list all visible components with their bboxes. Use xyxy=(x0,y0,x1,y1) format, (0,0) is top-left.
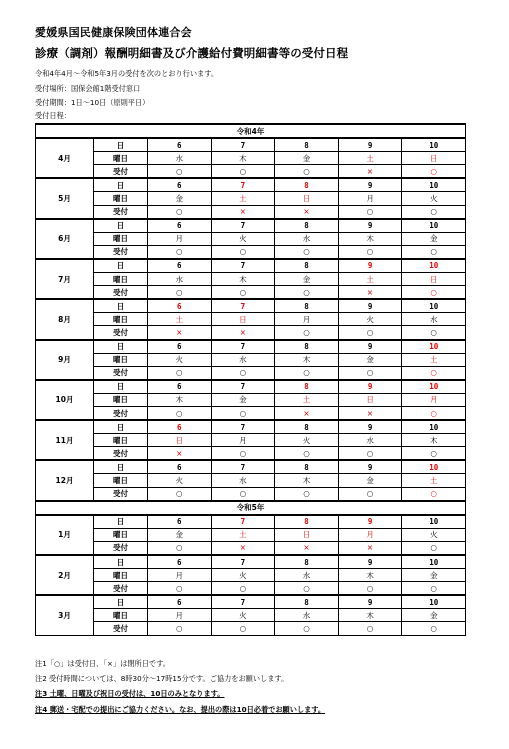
month-label: 11月 xyxy=(36,420,94,460)
weekday-cell: 火 xyxy=(338,313,402,326)
table-row xyxy=(36,595,466,609)
row-label: 曜日 xyxy=(94,528,148,541)
day-cell: 7 xyxy=(211,299,275,313)
day-cell: 6 xyxy=(148,460,212,474)
accept-cell: × xyxy=(275,406,339,420)
weekday-cell: 日 xyxy=(275,192,339,205)
day-cell: 9 xyxy=(338,420,402,434)
weekday-cell: 金 xyxy=(275,152,339,165)
row-label: 受付 xyxy=(94,245,148,259)
table-row xyxy=(36,555,466,569)
accept-cell: ○ xyxy=(402,487,466,501)
day-cell: 10 xyxy=(402,595,466,609)
month-label: 5月 xyxy=(36,178,94,218)
day-cell: 7 xyxy=(211,178,275,192)
accept-cell: × xyxy=(211,205,275,219)
row-label: 受付 xyxy=(94,286,148,300)
weekday-cell: 金 xyxy=(402,569,466,582)
month-label: 9月 xyxy=(36,340,94,380)
table-row xyxy=(36,152,466,165)
table-row xyxy=(36,447,466,461)
row-label: 曜日 xyxy=(94,273,148,286)
month-label: 7月 xyxy=(36,259,94,299)
weekday-cell: 木 xyxy=(338,232,402,245)
table-row xyxy=(36,232,466,245)
accept-cell: ○ xyxy=(211,406,275,420)
accept-cell: ○ xyxy=(275,165,339,179)
table-row xyxy=(36,609,466,622)
note-4: 注4 郵送・宅配での提出にご協力ください。なお、提出の際は10日必着でお願いします。 xyxy=(35,705,326,714)
year-header-row xyxy=(36,124,466,138)
weekday-cell: 木 xyxy=(148,393,212,406)
day-cell: 6 xyxy=(148,595,212,609)
table-row xyxy=(36,380,466,394)
weekday-cell: 水 xyxy=(275,569,339,582)
table-row xyxy=(36,245,466,259)
accept-cell: ○ xyxy=(402,205,466,219)
accept-cell: ○ xyxy=(338,245,402,259)
weekday-cell: 日 xyxy=(338,393,402,406)
accept-cell: ○ xyxy=(211,447,275,461)
day-cell: 9 xyxy=(338,340,402,354)
accept-cell: × xyxy=(338,406,402,420)
row-label: 受付 xyxy=(94,366,148,380)
accept-cell: ○ xyxy=(402,366,466,380)
row-label: 受付 xyxy=(94,622,148,635)
day-cell: 10 xyxy=(402,555,466,569)
weekday-cell: 金 xyxy=(338,474,402,487)
accept-cell: ○ xyxy=(338,622,402,635)
accept-cell: ○ xyxy=(275,487,339,501)
accept-cell: ○ xyxy=(338,582,402,596)
day-cell: 8 xyxy=(275,219,339,233)
weekday-cell: 火 xyxy=(148,474,212,487)
row-label: 受付 xyxy=(94,326,148,340)
accept-cell: ○ xyxy=(148,366,212,380)
accept-cell: × xyxy=(148,326,212,340)
accept-cell: ○ xyxy=(148,165,212,179)
accept-cell: ○ xyxy=(148,487,212,501)
weekday-cell: 月 xyxy=(338,192,402,205)
day-cell: 9 xyxy=(338,299,402,313)
table-row xyxy=(36,569,466,582)
table-row xyxy=(36,582,466,596)
accept-cell: ○ xyxy=(338,487,402,501)
accept-cell: × xyxy=(211,541,275,555)
accept-cell: ○ xyxy=(402,582,466,596)
month-label: 6月 xyxy=(36,219,94,259)
day-cell: 8 xyxy=(275,340,339,354)
weekday-cell: 水 xyxy=(148,152,212,165)
table-row xyxy=(36,353,466,366)
weekday-cell: 土 xyxy=(402,474,466,487)
accept-cell: ○ xyxy=(338,326,402,340)
day-cell: 9 xyxy=(338,259,402,273)
day-cell: 6 xyxy=(148,178,212,192)
weekday-cell: 火 xyxy=(211,232,275,245)
accept-cell: ○ xyxy=(275,366,339,380)
month-label: 8月 xyxy=(36,299,94,339)
weekday-cell: 土 xyxy=(338,273,402,286)
day-cell: 6 xyxy=(148,555,212,569)
weekday-cell: 木 xyxy=(275,353,339,366)
table-row xyxy=(36,138,466,152)
accept-cell: ○ xyxy=(402,447,466,461)
accept-cell: ○ xyxy=(148,205,212,219)
weekday-cell: 月 xyxy=(338,528,402,541)
weekday-cell: 月 xyxy=(148,232,212,245)
row-label: 日 xyxy=(94,259,148,273)
day-cell: 8 xyxy=(275,259,339,273)
table-row xyxy=(36,286,466,300)
day-cell: 8 xyxy=(275,299,339,313)
table-row xyxy=(36,340,466,354)
day-cell: 8 xyxy=(275,555,339,569)
row-label: 受付 xyxy=(94,165,148,179)
day-cell: 7 xyxy=(211,219,275,233)
row-label: 日 xyxy=(94,555,148,569)
day-cell: 6 xyxy=(148,515,212,529)
accept-cell: ○ xyxy=(148,582,212,596)
day-cell: 10 xyxy=(402,380,466,394)
weekday-cell: 土 xyxy=(148,313,212,326)
accept-cell: ○ xyxy=(275,447,339,461)
accept-cell: × xyxy=(275,541,339,555)
table-row xyxy=(36,259,466,273)
weekday-cell: 火 xyxy=(211,569,275,582)
row-label: 受付 xyxy=(94,205,148,219)
table-row xyxy=(36,406,466,420)
weekday-cell: 水 xyxy=(402,313,466,326)
weekday-cell: 月 xyxy=(275,313,339,326)
day-cell: 7 xyxy=(211,555,275,569)
accept-cell: ○ xyxy=(275,582,339,596)
day-cell: 9 xyxy=(338,138,402,152)
page-title: 診療（調剤）報酬明細書及び介護給付費明細書等の受付日程 xyxy=(35,46,349,60)
day-cell: 8 xyxy=(275,460,339,474)
weekday-cell: 木 xyxy=(211,273,275,286)
accept-cell: ○ xyxy=(275,622,339,635)
day-cell: 7 xyxy=(211,420,275,434)
table-row xyxy=(36,474,466,487)
table-row xyxy=(36,178,466,192)
day-cell: 6 xyxy=(148,219,212,233)
row-label: 日 xyxy=(94,380,148,394)
row-label: 日 xyxy=(94,515,148,529)
weekday-cell: 日 xyxy=(211,313,275,326)
day-cell: 10 xyxy=(402,340,466,354)
table-row xyxy=(36,434,466,447)
accept-cell: ○ xyxy=(148,406,212,420)
accept-cell: × xyxy=(338,286,402,300)
day-cell: 8 xyxy=(275,420,339,434)
row-label: 日 xyxy=(94,420,148,434)
row-label: 日 xyxy=(94,138,148,152)
day-cell: 10 xyxy=(402,259,466,273)
day-cell: 9 xyxy=(338,555,402,569)
accept-cell: ○ xyxy=(211,245,275,259)
weekday-cell: 火 xyxy=(148,353,212,366)
accept-cell: ○ xyxy=(211,165,275,179)
accept-cell: ○ xyxy=(148,245,212,259)
day-cell: 7 xyxy=(211,259,275,273)
day-cell: 9 xyxy=(338,380,402,394)
weekday-cell: 土 xyxy=(402,353,466,366)
table-row xyxy=(36,313,466,326)
weekday-cell: 水 xyxy=(211,474,275,487)
year-header-row xyxy=(36,501,466,515)
weekday-cell: 日 xyxy=(402,273,466,286)
organization-name: 愛媛県国民健康保険団体連合会 xyxy=(35,26,192,39)
weekday-cell: 木 xyxy=(211,152,275,165)
row-label: 日 xyxy=(94,460,148,474)
accept-cell: ○ xyxy=(402,286,466,300)
row-label: 受付 xyxy=(94,541,148,555)
weekday-cell: 水 xyxy=(275,609,339,622)
day-cell: 6 xyxy=(148,420,212,434)
day-cell: 6 xyxy=(148,340,212,354)
weekday-cell: 日 xyxy=(275,528,339,541)
day-cell: 7 xyxy=(211,340,275,354)
row-label: 受付 xyxy=(94,447,148,461)
table-row xyxy=(36,219,466,233)
row-label: 日 xyxy=(94,219,148,233)
month-label: 3月 xyxy=(36,595,94,635)
row-label: 曜日 xyxy=(94,434,148,447)
day-cell: 10 xyxy=(402,178,466,192)
note-2: 注2 受付時間については、8時30分～17時15分です。ご協力をお願いします。 xyxy=(35,674,289,683)
accept-cell: ○ xyxy=(148,622,212,635)
accept-cell: ○ xyxy=(402,406,466,420)
table-row xyxy=(36,393,466,406)
accept-cell: ○ xyxy=(211,582,275,596)
day-cell: 10 xyxy=(402,420,466,434)
accept-cell: ○ xyxy=(402,165,466,179)
day-cell: 8 xyxy=(275,515,339,529)
weekday-cell: 月 xyxy=(148,609,212,622)
row-label: 受付 xyxy=(94,406,148,420)
table-row xyxy=(36,205,466,219)
table-row xyxy=(36,420,466,434)
day-cell: 8 xyxy=(275,138,339,152)
row-label: 曜日 xyxy=(94,609,148,622)
weekday-cell: 木 xyxy=(402,434,466,447)
accept-cell: ○ xyxy=(402,622,466,635)
row-label: 曜日 xyxy=(94,569,148,582)
weekday-cell: 火 xyxy=(275,434,339,447)
weekday-cell: 日 xyxy=(402,152,466,165)
day-cell: 10 xyxy=(402,219,466,233)
day-cell: 9 xyxy=(338,595,402,609)
month-label: 10月 xyxy=(36,380,94,420)
weekday-cell: 月 xyxy=(402,393,466,406)
table-row xyxy=(36,528,466,541)
table-row xyxy=(36,165,466,179)
schedule-table xyxy=(35,123,466,636)
row-label: 曜日 xyxy=(94,353,148,366)
accept-cell: ○ xyxy=(211,622,275,635)
weekday-cell: 水 xyxy=(148,273,212,286)
accept-cell: ○ xyxy=(148,286,212,300)
weekday-cell: 金 xyxy=(148,192,212,205)
day-cell: 7 xyxy=(211,138,275,152)
day-cell: 9 xyxy=(338,178,402,192)
row-label: 受付 xyxy=(94,582,148,596)
note-1: 注1「○」は受付日、「×」は閉所日です。 xyxy=(35,659,170,668)
table-row xyxy=(36,273,466,286)
accept-cell: ○ xyxy=(402,326,466,340)
day-cell: 7 xyxy=(211,380,275,394)
weekday-cell: 木 xyxy=(338,569,402,582)
table-row xyxy=(36,515,466,529)
month-label: 12月 xyxy=(36,460,94,500)
accept-cell: ○ xyxy=(275,245,339,259)
day-cell: 6 xyxy=(148,138,212,152)
row-label: 曜日 xyxy=(94,313,148,326)
weekday-cell: 金 xyxy=(338,353,402,366)
weekday-cell: 木 xyxy=(338,609,402,622)
month-label: 1月 xyxy=(36,515,94,555)
row-label: 曜日 xyxy=(94,474,148,487)
weekday-cell: 水 xyxy=(211,353,275,366)
table-row xyxy=(36,541,466,555)
day-cell: 10 xyxy=(402,138,466,152)
weekday-cell: 日 xyxy=(148,434,212,447)
weekday-cell: 土 xyxy=(338,152,402,165)
row-label: 日 xyxy=(94,299,148,313)
day-cell: 8 xyxy=(275,178,339,192)
row-label: 曜日 xyxy=(94,393,148,406)
row-label: 受付 xyxy=(94,487,148,501)
accept-cell: ○ xyxy=(211,286,275,300)
accept-cell: ○ xyxy=(338,366,402,380)
day-cell: 10 xyxy=(402,460,466,474)
weekday-cell: 月 xyxy=(148,569,212,582)
row-label: 日 xyxy=(94,340,148,354)
table-row xyxy=(36,192,466,205)
accept-cell: ○ xyxy=(338,205,402,219)
table-row xyxy=(36,487,466,501)
weekday-cell: 土 xyxy=(211,528,275,541)
row-label: 日 xyxy=(94,595,148,609)
accept-cell: × xyxy=(338,541,402,555)
table-row xyxy=(36,622,466,635)
row-label: 曜日 xyxy=(94,192,148,205)
accept-cell: ○ xyxy=(402,245,466,259)
table-row xyxy=(36,366,466,380)
weekday-cell: 金 xyxy=(211,393,275,406)
schedule-label: 受付日程： xyxy=(35,111,71,120)
year-header: 令和4年 xyxy=(36,124,466,138)
table-row xyxy=(36,460,466,474)
weekday-cell: 土 xyxy=(211,192,275,205)
accept-cell: × xyxy=(148,447,212,461)
weekday-cell: 月 xyxy=(211,434,275,447)
weekday-cell: 水 xyxy=(275,232,339,245)
location-text: 受付場所：国保会館1階受付窓口 xyxy=(35,84,141,93)
accept-cell: × xyxy=(338,165,402,179)
accept-cell: × xyxy=(211,326,275,340)
row-label: 曜日 xyxy=(94,152,148,165)
note-3: 注3 土曜、日曜及び祝日の受付は、10日のみとなります。 xyxy=(35,689,225,698)
month-label: 2月 xyxy=(36,555,94,595)
row-label: 曜日 xyxy=(94,232,148,245)
day-cell: 9 xyxy=(338,460,402,474)
day-cell: 8 xyxy=(275,595,339,609)
weekday-cell: 金 xyxy=(402,609,466,622)
accept-cell: ○ xyxy=(338,447,402,461)
period-text: 令和4年4月～令和5年3月の受付を次のとおり行います。 xyxy=(35,69,219,78)
weekday-cell: 火 xyxy=(211,609,275,622)
weekday-cell: 土 xyxy=(275,393,339,406)
day-cell: 10 xyxy=(402,299,466,313)
weekday-cell: 金 xyxy=(148,528,212,541)
year-header: 令和5年 xyxy=(36,501,466,515)
acceptance-period-text: 受付期間：1日～10日（原則平日） xyxy=(35,98,150,107)
row-label: 日 xyxy=(94,178,148,192)
day-cell: 6 xyxy=(148,299,212,313)
table-row xyxy=(36,299,466,313)
accept-cell: ○ xyxy=(148,541,212,555)
weekday-cell: 水 xyxy=(338,434,402,447)
day-cell: 10 xyxy=(402,515,466,529)
day-cell: 9 xyxy=(338,515,402,529)
day-cell: 8 xyxy=(275,380,339,394)
day-cell: 7 xyxy=(211,595,275,609)
weekday-cell: 木 xyxy=(275,474,339,487)
accept-cell: ○ xyxy=(211,366,275,380)
table-row xyxy=(36,326,466,340)
weekday-cell: 火 xyxy=(402,528,466,541)
day-cell: 7 xyxy=(211,460,275,474)
accept-cell: × xyxy=(275,205,339,219)
weekday-cell: 火 xyxy=(402,192,466,205)
accept-cell: ○ xyxy=(402,541,466,555)
weekday-cell: 金 xyxy=(275,273,339,286)
accept-cell: ○ xyxy=(275,286,339,300)
day-cell: 7 xyxy=(211,515,275,529)
day-cell: 9 xyxy=(338,219,402,233)
accept-cell: ○ xyxy=(211,487,275,501)
month-label: 4月 xyxy=(36,138,94,178)
day-cell: 6 xyxy=(148,380,212,394)
accept-cell: ○ xyxy=(275,326,339,340)
day-cell: 6 xyxy=(148,259,212,273)
weekday-cell: 金 xyxy=(402,232,466,245)
